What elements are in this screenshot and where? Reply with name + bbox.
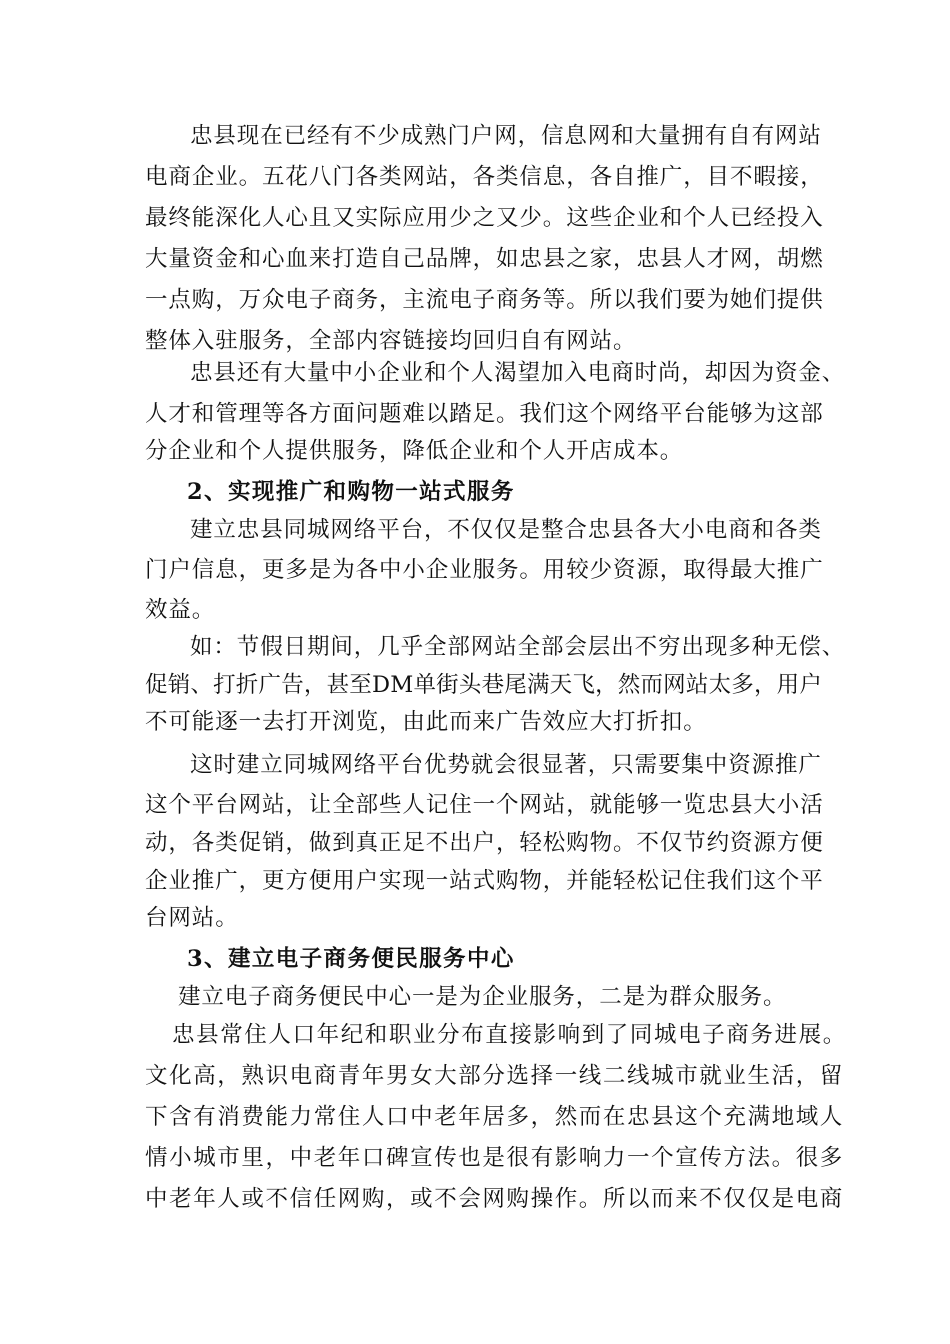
- paragraph-3-line-3: 效益。: [145, 597, 216, 623]
- paragraph-5-line-5: 台网站。: [145, 905, 239, 931]
- paragraph-5-line-1: 这时建立同城网络平台优势就会很显著，只需要集中资源推广: [190, 752, 822, 778]
- paragraph-1-line-3: 最终能深化人心且又实际应用少之又少。这些企业和个人已经投入: [145, 205, 824, 231]
- paragraph-1-line-5: 一点购，万众电子商务，主流电子商务等。所以我们要为她们提供: [145, 287, 824, 313]
- paragraph-4-line-1: 如：节假日期间，几乎全部网站全部会层出不穷出现多种无偿、: [190, 634, 846, 660]
- paragraph-5-line-4: 企业推广，更方便用户实现一站式购物，并能轻松记住我们这个平: [145, 868, 824, 894]
- paragraph-3-line-1: 建立忠县同城网络平台，不仅仅是整合忠县各大小电商和各类: [190, 517, 822, 543]
- paragraph-7-line-4: 情小城市里，中老年口碑宣传也是很有影响力一个宣传方法。很多: [145, 1145, 844, 1171]
- paragraph-7-line-2: 文化高，熟识电商青年男女大部分选择一线二线城市就业生活，留: [145, 1063, 844, 1089]
- paragraph-7-line-1: 忠县常住人口年纪和职业分布直接影响到了同城电子商务进展。: [172, 1022, 847, 1048]
- paragraph-6-line-1: 建立电子商务便民中心一是为企业服务，二是为群众服务。: [178, 984, 787, 1010]
- paragraph-4-line-3: 不可能逐一去打开浏览，由此而来广告效应大打折扣。: [145, 709, 707, 735]
- paragraph-1-line-4: 大量资金和心血来打造自己品牌，如忠县之家，忠县人才网，胡燃: [145, 246, 824, 272]
- paragraph-7-line-5: 中老年人或不信任网购，或不会网购操作。所以而来不仅仅是电商: [145, 1186, 844, 1212]
- paragraph-7-line-3: 下含有消费能力常住人口中老年居多，然而在忠县这个充满地域人: [145, 1104, 844, 1130]
- paragraph-2-line-2: 人才和管理等各方面问题难以踏足。我们这个网络平台能够为这部: [145, 401, 824, 427]
- paragraph-1-line-2: 电商企业。五花八门各类网站，各类信息，各自推广，目不暇接，: [145, 164, 824, 190]
- paragraph-5-line-2: 这个平台网站，让全部些人记住一个网站，就能够一览忠县大小活: [145, 792, 824, 818]
- section-heading-2: 2、实现推广和购物一站式服务: [187, 479, 515, 505]
- section-heading-3: 3、建立电子商务便民服务中心: [187, 946, 515, 972]
- paragraph-5-line-3: 动，各类促销，做到真正足不出户，轻松购物。不仅节约资源方便: [145, 830, 824, 856]
- paragraph-2-line-3: 分企业和个人提供服务，降低企业和个人开店成本。: [145, 438, 684, 464]
- paragraph-1-line-6: 整体入驻服务，全部内容链接均回归自有网站。: [145, 328, 637, 354]
- paragraph-3-line-2: 门户信息，更多是为各中小企业服务。用较少资源，取得最大推广: [145, 557, 824, 583]
- paragraph-1-line-1: 忠县现在已经有不少成熟门户网，信息网和大量拥有自有网站: [190, 123, 822, 149]
- paragraph-4-line-2: 促销、打折广告，甚至DM单街头巷尾满天飞，然而网站太多，用户: [145, 672, 823, 698]
- paragraph-2-line-1: 忠县还有大量中小企业和个人渴望加入电商时尚，却因为资金、: [190, 360, 846, 386]
